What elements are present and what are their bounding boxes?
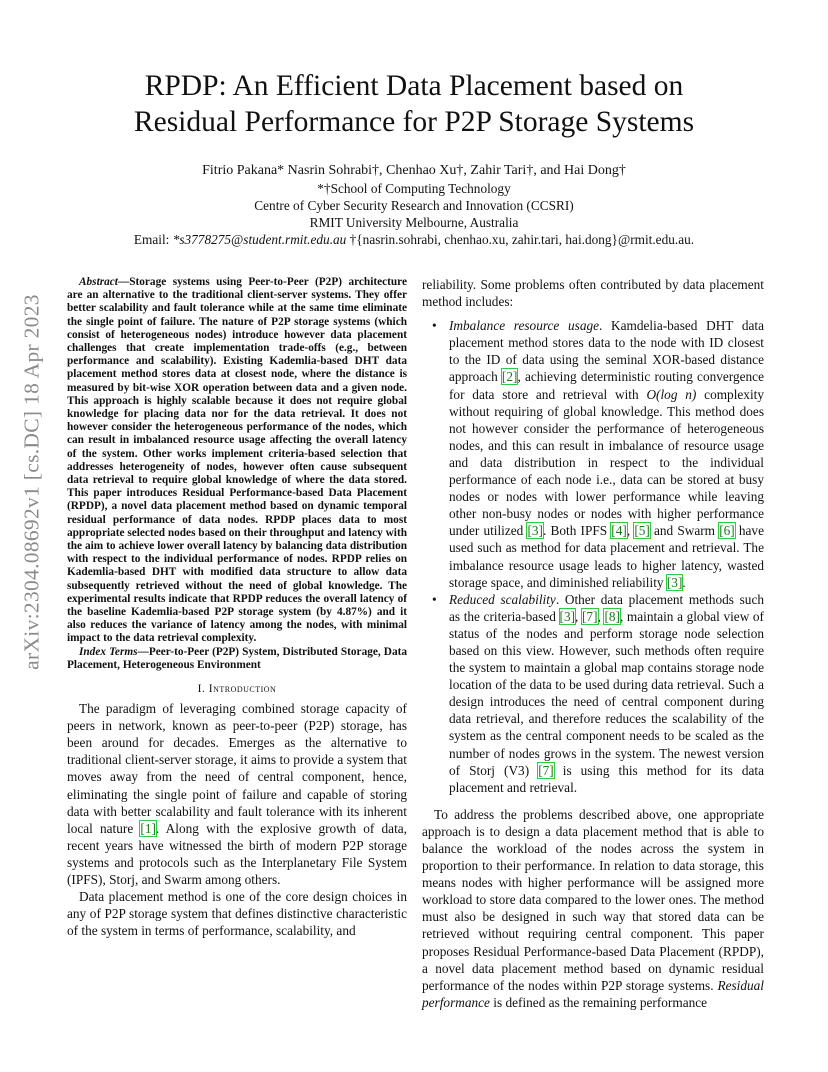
bullet-title: Reduced scalability [449,591,556,607]
email-secondary: †{nasrin.sohrabi, chenhao.xu, zahir.tari, hai.dong}@rmit.edu.au. [349,232,695,247]
bullet-text: . Both IPFS [543,523,612,539]
bullet-title: Imbalance resource usage [449,318,600,334]
intro-p1-text-b: . Along with the explosive growth of data, recent years have witnessed the birth of modern P2P storage systems and protocols such as the Interplanetary File System (IPFS), Storj, and Swarm among others. [67,820,407,888]
intro-p1-text-a: The paradigm of leveraging combined storage capacity of peers in network, known as peer-to-peer (P2P) storage, has been around for decades. Emerges as the alternative to traditional client-server storage, it aims to provide a system that moves away from the need of central component, hence, eliminating the single point of failure and capable of storing data with better scalability and fault tolerance with its inherent local nature [67,701,407,836]
bullet-text: is using this method for its data placement and retrieval. [449,762,764,795]
index-terms-label: Index Terms [79,645,138,658]
bullet-text: and Swarm [649,523,720,539]
citation-link[interactable]: [5] [634,523,650,539]
list-item-scalability [449,591,764,796]
bullet-text: , [597,608,605,624]
final-text-b: is defined as the remaining performance [489,994,708,1010]
abstract-label: Abstract [79,276,118,288]
final-text-a: To address the problems described above, one appropriate approach is to design a data placement method that is able to balance the workload of the nodes across the system in proportion to their performance. In relation to data storage, this means nodes with higher performance will be assigned more workload to store data compared to the lower ones. The method must also be designed in such way that stored data can be retrieved without requiring central component. This paper proposes Residual Performance-based Data Placement (RPDP), a novel data placement method based on dynamic residual performance of the nodes within P2P storage systems. [422,806,764,993]
bullet-text: , achieving deterministic routing convergence for data store and retrieval with [449,369,764,402]
section-heading-introduction [67,683,407,695]
arxiv-identifier-stamp [15,286,49,678]
bullet-text: , [626,523,635,539]
citation-link[interactable]: [2] [501,369,518,385]
index-terms-text: —Peer-to-Peer (P2P) System, Distributed Storage, Data Placement, Heterogeneous Environment [67,645,407,671]
paper-title-line-2: Residual Performance for P2P Storage Systems [133,106,695,138]
left-column [67,276,407,939]
section-title: Introduction [208,683,277,696]
intro-paragraph-1 [67,700,407,888]
email-label: Email: [133,232,170,247]
abstract-text: —Storage systems using Peer-to-Peer (P2P) architecture are an alternative to the traditional client-server systems. They offer better scalability and fault tolerance while at the same time eliminate the single point of failure. The nature of P2P storage systems (which consist of heterogeneous nodes) introduce however data placement challenges that create implementation trade-offs (e.g., between performance and scalability). Existing Kademlia-based DHT data placement method stores data at closest node, where the distance is measured by bit-wise XOR operation between data and a given node. This approach is highly scalable because it does not require global knowledge for placing data nor for the data retrieval. It does not however consider the heterogeneous performance of the nodes, which can result in imbalanced resource usage affecting the overall latency of the system. Other works implement criteria-based selection that addresses heterogeneity of nodes, however often cause subsequent data retrieval to require global knowledge of where the data stored. This paper introduces Residual Performance-based Data Placement (RPDP), a novel data placement method based on dynamic temporal residual performance of data nodes. RPDP places data to most appropriate selected nodes based on their throughput and latency with the aim to achieve lower overall latency by balancing data distribution with respect to the individual performance of nodes. RPDP relies on Kademlia-based DHT with modified data structure to allow data subsequently retrieved without the need of global knowledge. The experimental results indicate that RPDP reduces the overall latency of the baseline Kademlia-based P2P storage system (by 4.87%) and it also reduces the variance of latency among the nodes, with minimal impact to the data retrieval complexity. [67,276,407,645]
bullet-text: . Other data placement methods such as the criteria-based [449,591,764,624]
paper-title-line-1: RPDP: An Efficient Data Placement based on [144,70,684,102]
residual-performance-term: Residual performance [422,977,764,1010]
citation-link[interactable]: [8] [604,608,620,624]
right-final-paragraph [422,806,764,1011]
paper-title [60,68,768,140]
citation-link[interactable]: [4] [611,523,627,539]
complexity-notation: O(log n) [646,386,697,402]
bullet-text: have used such as method for data placement and retrieval. The imbalance resource usage leads to higher latency, wasted storage space, and diminished reliability [449,523,764,590]
index-terms [67,646,407,672]
problem-list [422,317,764,796]
bullet-text: , [575,608,582,624]
affiliation-centre: Centre of Cyber Security Research and Innovation (CCSRI) [254,198,574,213]
arxiv-identifier-text: arXiv:2304.08692v1 [cs.DC] 18 Apr 2023 [19,294,44,670]
abstract [67,276,407,646]
author-emails [60,231,768,248]
citation-link[interactable]: [3] [559,608,576,624]
bullet-text: , maintain a global view of status of the nodes and perform storage node selection based on this view. However, such methods often require the system to maintain a global map contains storage node location of the data to be used during data retrieval. Such a design introduces the need of central component during data retrieval, and therefore reduces the scalability of the system as the central component needs to be scaled as the number of nodes grows in the system. The newest version of Storj (V3) [449,608,764,778]
bullet-text: complexity without requiring of global knowledge. This method does not however consider the performance of heterogeneous nodes, and this can result in imbalance of resource usage and data distribution in respect to the individual performance of each node i.e., data can be stored at busy nodes or nodes with lower performance while leaving other non-busy nodes or nodes with higher performance under utilized [449,386,764,539]
affiliation-school: *†School of Computing Technology [317,181,511,196]
section-number: I. [197,683,206,696]
list-item-imbalance [449,317,764,591]
citation-link[interactable]: [1] [140,820,156,836]
citation-link[interactable]: [6] [719,523,735,539]
citation-link[interactable]: [3] [666,574,683,590]
right-intro-paragraph: reliability. Some problems often contributed by data placement method includes: [422,277,764,310]
citation-link[interactable]: [7] [582,608,598,624]
intro-paragraph-2: Data placement method is one of the core design choices in any of P2P storage system that defines distinctive characteristic of the system in terms of performance, scalability, and [67,889,407,939]
affiliation-university: RMIT University Melbourne, Australia [309,215,519,230]
right-column [422,276,764,1011]
email-primary: *s3778275@student.rmit.edu.au [172,232,347,247]
bullet-text: . [682,574,686,590]
citation-link[interactable]: [7] [538,762,554,778]
citation-link[interactable]: [3] [527,523,543,539]
bullet-text: . Kamdelia-based DHT data placement method stores data to the node with ID closest to the ID of data using the seminal XOR-based distance approach [449,318,764,385]
author-list: Fitrio Pakana* Nasrin Sohrabi†, Chenhao Xu†, Zahir Tari†, and Hai Dong† [202,163,626,178]
